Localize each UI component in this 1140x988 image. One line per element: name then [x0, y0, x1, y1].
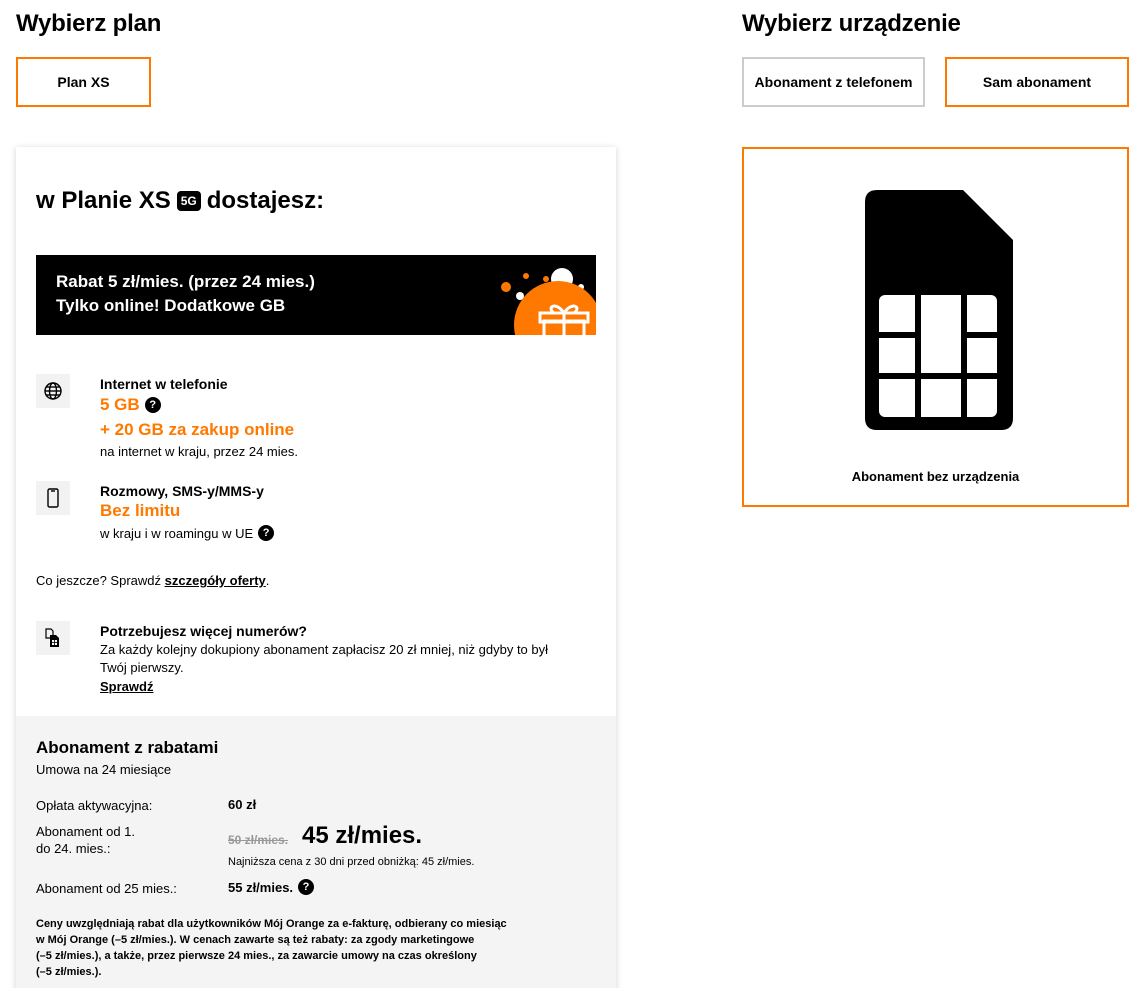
pricing-subtitle: Umowa na 24 miesiące: [36, 762, 172, 777]
more-info-prefix: Co jeszcze? Sprawdź: [36, 573, 161, 588]
help-icon[interactable]: ?: [298, 879, 314, 895]
gift-icon: [476, 265, 596, 335]
internet-amount: [100, 395, 161, 415]
device-option-label: Abonament bez urządzenia: [851, 469, 1020, 484]
period2-label: Abonament od 25 mies.:: [36, 881, 177, 896]
promo-line-2: Tylko online! Dodatkowe GB: [56, 296, 286, 315]
calls-desc-text: w kraju i w roamingu w UE: [100, 525, 254, 541]
internet-bonus: + 20 GB za zakup online: [100, 420, 295, 439]
numbers-check-link-wrap: [100, 679, 153, 694]
period2-value: [228, 879, 314, 895]
numbers-title: Potrzebujesz więcej numerów?: [100, 623, 307, 639]
old-price: 50 zł/mies.: [228, 833, 289, 847]
tab-with-phone[interactable]: Abonament z telefonem: [742, 57, 925, 107]
pricing-note-line-3: (–5 zł/mies.), a także, przez pierwsze 24 mies., za zawarcie umowy na czas określony: [36, 950, 477, 962]
offer-details-link[interactable]: szczegóły oferty: [164, 573, 266, 588]
calls-title: Rozmowy, SMS-y/MMS-y: [100, 483, 264, 499]
globe-icon: [36, 374, 70, 408]
sim-cards-icon: [36, 621, 70, 655]
promo-banner: [36, 255, 596, 335]
activation-value: 60 zł: [228, 797, 257, 812]
calls-amount: Bez limitu: [100, 501, 181, 520]
pricing-note-line-4: (–5 zł/mies.).: [36, 966, 102, 978]
device-option-no-device[interactable]: [742, 147, 1129, 507]
tab-sim-only[interactable]: Sam abonament: [945, 57, 1129, 107]
internet-amount-value: 5 GB: [100, 395, 140, 414]
pricing-section: [16, 716, 616, 988]
smartphone-icon: [36, 481, 70, 515]
card-title: [36, 187, 324, 215]
5g-badge: 5G: [177, 191, 201, 211]
more-info: [36, 573, 269, 588]
period1-label-line-2: do 24. mies.:: [36, 841, 111, 856]
plan-xs-button[interactable]: Plan XS: [16, 57, 151, 107]
help-icon[interactable]: ?: [145, 397, 161, 413]
lowest-price-note: Najniższa cena z 30 dni przed obniżką: 45 zł/mies.: [228, 856, 475, 868]
promo-line-1: Rabat 5 zł/mies. (przez 24 mies.): [56, 272, 315, 291]
pricing-note-line-1: Ceny uwzględniają rabat dla użytkowników Mój Orange za e-fakturę, odbierany co miesiąc: [36, 918, 507, 930]
card-title-prefix: w Planie XS: [36, 187, 171, 214]
pricing-note: [36, 916, 576, 980]
numbers-check-link[interactable]: Sprawdź: [100, 679, 154, 694]
internet-title: Internet w telefonie: [100, 376, 228, 392]
plan-details-card: [16, 147, 616, 988]
device-heading: Wybierz urządzenie: [742, 10, 961, 37]
activation-label: Opłata aktywacyjna:: [36, 798, 153, 813]
period1-label-line-1: Abonament od 1.: [36, 824, 136, 839]
numbers-desc-line-2: Twój pierwszy.: [100, 660, 184, 675]
calls-desc: [100, 525, 274, 541]
more-info-suffix: .: [265, 573, 270, 588]
new-price: 45 zł/mies.: [302, 822, 423, 849]
help-icon[interactable]: ?: [258, 525, 274, 541]
pricing-note-line-2: w Mój Orange (–5 zł/mies.). W cenach zawarte są też rabaty: za zgody marketingowe: [36, 934, 475, 946]
numbers-desc-line-1: Za każdy kolejny dokupiony abonament zapłacisz 20 zł mniej, niż gdyby to był: [100, 642, 549, 657]
period2-value-text: 55 zł/mies.: [228, 879, 294, 895]
sim-card-icon: [865, 190, 1013, 430]
plan-heading: Wybierz plan: [16, 10, 162, 37]
pricing-title: Abonament z rabatami: [36, 738, 219, 757]
internet-desc: na internet w kraju, przez 24 mies.: [100, 444, 298, 459]
card-title-suffix: dostajesz:: [206, 187, 325, 214]
